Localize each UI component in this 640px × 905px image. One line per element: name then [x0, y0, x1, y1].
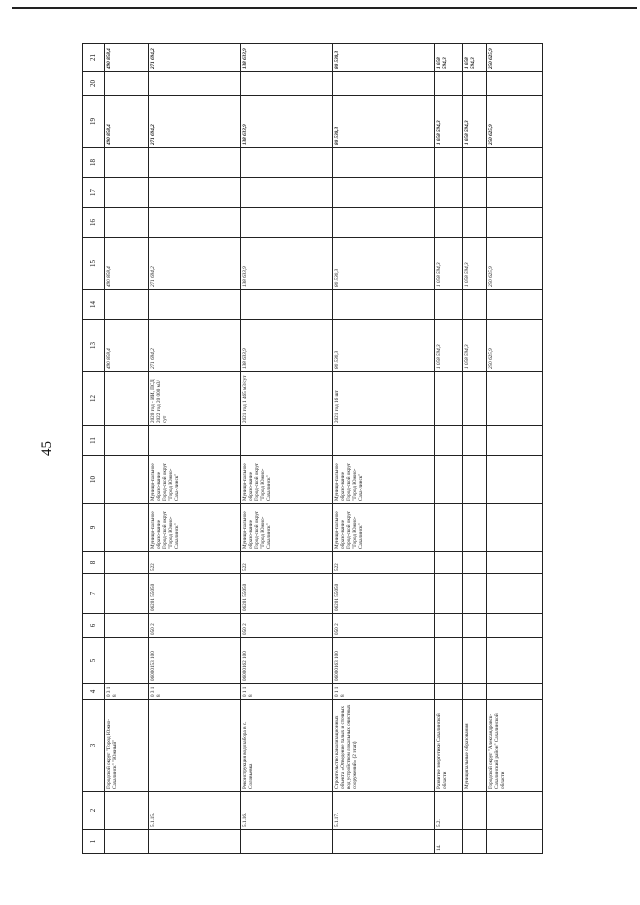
cell-col-19: 250 625,9 [487, 96, 543, 148]
cell-col-19: 80 530,3 [333, 96, 435, 148]
cell-col-18 [105, 148, 149, 178]
cell-col-11 [149, 426, 241, 456]
header-cell: 11 [83, 426, 105, 456]
cell-col-16 [463, 208, 487, 238]
cell-col-15: 271 694,2 [149, 238, 241, 290]
cell-col-19: 490 858,4 [105, 96, 149, 148]
cell-col-11 [435, 426, 463, 456]
table-row [241, 44, 333, 854]
cell-col-4 [435, 684, 463, 700]
header-cell: 4 [83, 684, 105, 700]
cell-col-8 [463, 552, 487, 574]
cell-col-2 [487, 792, 543, 830]
cell-col-13: 1 058 594,3 [435, 320, 463, 372]
top-rule [12, 7, 637, 9]
cell-col-10: Муници-пальное образо-вание Город-ской округ "Город Южно-Саха-линск" [333, 456, 435, 504]
cell-col-8 [435, 552, 463, 574]
cell-col-16 [487, 208, 543, 238]
cell-col-8: 522 [241, 552, 333, 574]
cell-col-19: 1 058 594,3 [435, 96, 463, 148]
cell-col-17 [463, 178, 487, 208]
header-cell: 18 [83, 148, 105, 178]
cell-col-13: 490 858,4 [105, 320, 149, 372]
cell-col-7: 06201 55050 [241, 574, 333, 614]
cell-col-16 [435, 208, 463, 238]
cell-col-17 [487, 178, 543, 208]
cell-col-11 [463, 426, 487, 456]
header-row [83, 44, 105, 854]
cell-col-17 [435, 178, 463, 208]
table-row [105, 44, 149, 854]
cell-col-10: Муници-пальное образо-вание Город-ской округ "Город Южно-Сахалинск" [241, 456, 333, 504]
cell-col-4: 0 3 1 8 [105, 684, 149, 700]
cell-col-10 [487, 456, 543, 504]
cell-col-11 [487, 426, 543, 456]
table-row [435, 44, 463, 854]
cell-col-7 [463, 574, 487, 614]
cell-col-19: 1 058 594,3 [463, 96, 487, 148]
rotated-table-frame [82, 44, 541, 854]
cell-col-20 [105, 72, 149, 96]
rotated-table-wrapper [82, 44, 541, 854]
cell-col-9: Муници-пальное образо-вание Город-ской округ "Город Южно-Сахалинск" [333, 504, 435, 552]
header-cell: 19 [83, 96, 105, 148]
header-cell: 9 [83, 504, 105, 552]
cell-col-21: 1 058 594,3 [463, 44, 487, 72]
cell-col-17 [241, 178, 333, 208]
cell-col-4 [463, 684, 487, 700]
cell-col-6 [487, 614, 543, 638]
cell-col-8 [487, 552, 543, 574]
cell-col-2: 5.1.15. [149, 792, 241, 830]
cell-col-15: 80 530,3 [333, 238, 435, 290]
cell-col-4: 0 1 1 8 [241, 684, 333, 700]
cell-col-3 [149, 700, 241, 792]
header-cell: 3 [83, 700, 105, 792]
cell-col-12: 2021 год 1 465 м3/сут [241, 372, 333, 426]
cell-col-12 [105, 372, 149, 426]
cell-col-2: 5.2. [435, 792, 463, 830]
cell-col-6 [435, 614, 463, 638]
cell-col-13: 80 530,3 [333, 320, 435, 372]
cell-col-6 [105, 614, 149, 638]
cell-col-11 [241, 426, 333, 456]
header-cell: 7 [83, 574, 105, 614]
cell-col-21: 490 858,4 [105, 44, 149, 72]
cell-col-15: 1 058 594,3 [463, 238, 487, 290]
cell-col-14 [333, 290, 435, 320]
cell-col-16 [105, 208, 149, 238]
cell-col-9: Муници-пальное образо-вание Город-ской округ "Город Южно-Сахалинск" [149, 504, 241, 552]
header-cell: 20 [83, 72, 105, 96]
header-cell: 8 [83, 552, 105, 574]
cell-col-3: Развитие энергетики Сахалинской области [435, 700, 463, 792]
cell-col-12: 2020 год - ИИ, ПСД 2022 год 20 000 м3/сут [149, 372, 241, 426]
cell-col-2 [105, 792, 149, 830]
header-cell: 10 [83, 456, 105, 504]
header-cell: 14 [83, 290, 105, 320]
cell-col-7 [435, 574, 463, 614]
cell-col-15: 250 625,9 [487, 238, 543, 290]
cell-col-19: 138 633,9 [241, 96, 333, 148]
cell-col-11 [333, 426, 435, 456]
cell-col-6: 050 2 [333, 614, 435, 638]
table-row [149, 44, 241, 854]
header-cell: 6 [83, 614, 105, 638]
cell-col-4: 0 1 1 8 [333, 684, 435, 700]
cell-col-2 [463, 792, 487, 830]
cell-col-10 [105, 456, 149, 504]
cell-col-18 [149, 148, 241, 178]
cell-col-5 [105, 638, 149, 684]
cell-col-17 [333, 178, 435, 208]
header-cell: 1 [83, 830, 105, 854]
cell-col-15: 490 858,4 [105, 238, 149, 290]
table-row [487, 44, 543, 854]
header-cell: 2 [83, 792, 105, 830]
cell-col-21: 271 694,2 [149, 44, 241, 72]
cell-col-16 [149, 208, 241, 238]
cell-col-9 [435, 504, 463, 552]
cell-col-1 [105, 830, 149, 854]
cell-col-3: Строительство канализационных объекта «Отведение талых и сточных вод устройством локальных очистных сооружений» (2 этап) [333, 700, 435, 792]
cell-col-18 [487, 148, 543, 178]
cell-col-16 [241, 208, 333, 238]
cell-col-3: Муниципальные образования [463, 700, 487, 792]
cell-col-20 [463, 72, 487, 96]
cell-col-20 [333, 72, 435, 96]
cell-col-7 [487, 574, 543, 614]
cell-col-12 [435, 372, 463, 426]
table-row [333, 44, 435, 854]
cell-col-1 [487, 830, 543, 854]
cell-col-4: 0 3 1 8 [149, 684, 241, 700]
cell-col-15: 1 058 594,3 [435, 238, 463, 290]
cell-col-5: 06000162 100 [241, 638, 333, 684]
header-cell: 16 [83, 208, 105, 238]
cell-col-21: 138 633,9 [241, 44, 333, 72]
cell-col-9: Муници-пальное образо-вание Город-ской округ "Город Южно-Сахалинск" [241, 504, 333, 552]
cell-col-20 [487, 72, 543, 96]
cell-col-10 [463, 456, 487, 504]
cell-col-7 [105, 574, 149, 614]
header-cell: 15 [83, 238, 105, 290]
cell-col-12 [487, 372, 543, 426]
cell-col-14 [105, 290, 149, 320]
cell-col-3: Городской округ "Александровск-Сахалинский район" Сахалинской области [487, 700, 543, 792]
cell-col-14 [149, 290, 241, 320]
cell-col-5 [487, 638, 543, 684]
cell-col-11 [105, 426, 149, 456]
cell-col-9 [105, 504, 149, 552]
cell-col-13: 250 625,9 [487, 320, 543, 372]
cell-col-6: 050 2 [241, 614, 333, 638]
cell-col-13: 271 694,2 [149, 320, 241, 372]
cell-col-1: 14. [435, 830, 463, 854]
cell-col-14 [241, 290, 333, 320]
cell-col-4 [487, 684, 543, 700]
cell-col-21: 250 625,9 [487, 44, 543, 72]
cell-col-3: Реконструкция водозабора в с. Соловьевка [241, 700, 333, 792]
cell-col-20 [149, 72, 241, 96]
cell-col-12 [463, 372, 487, 426]
page-number: 45 [39, 441, 55, 456]
header-cell: 21 [83, 44, 105, 72]
cell-col-14 [463, 290, 487, 320]
cell-col-14 [435, 290, 463, 320]
cell-col-2: 5.1.16. [241, 792, 333, 830]
cell-col-8: 522 [149, 552, 241, 574]
cell-col-6: 050 2 [149, 614, 241, 638]
cell-col-1 [149, 830, 241, 854]
cell-col-8: 522 [333, 552, 435, 574]
cell-col-12: 2021 год 16 шт [333, 372, 435, 426]
cell-col-20 [241, 72, 333, 96]
cell-col-17 [149, 178, 241, 208]
cell-col-18 [463, 148, 487, 178]
table-row [463, 44, 487, 854]
cell-col-20 [435, 72, 463, 96]
cell-col-1 [333, 830, 435, 854]
cell-col-5: 06000153 100 [149, 638, 241, 684]
cell-col-8 [105, 552, 149, 574]
cell-col-5: 06000163 100 [333, 638, 435, 684]
cell-col-1 [463, 830, 487, 854]
cell-col-18 [241, 148, 333, 178]
cell-col-21: 1 058 594,3 [435, 44, 463, 72]
cell-col-13: 138 633,9 [241, 320, 333, 372]
cell-col-18 [435, 148, 463, 178]
cell-col-9 [463, 504, 487, 552]
cell-col-2: 5.1.17. [333, 792, 435, 830]
cell-col-6 [463, 614, 487, 638]
cell-col-7: 06201 55050 [149, 574, 241, 614]
cell-col-16 [333, 208, 435, 238]
budget-table [82, 43, 543, 854]
cell-col-19: 271 694,2 [149, 96, 241, 148]
cell-col-18 [333, 148, 435, 178]
cell-col-7: 06201 55050 [333, 574, 435, 614]
cell-col-5 [463, 638, 487, 684]
header-cell: 13 [83, 320, 105, 372]
cell-col-15: 138 633,9 [241, 238, 333, 290]
cell-col-10 [435, 456, 463, 504]
header-cell: 5 [83, 638, 105, 684]
cell-col-9 [487, 504, 543, 552]
header-cell: 17 [83, 178, 105, 208]
cell-col-14 [487, 290, 543, 320]
header-cell: 12 [83, 372, 105, 426]
cell-col-13: 1 058 594,3 [463, 320, 487, 372]
cell-col-10: Муници-пальное образо-вание Город-ской округ "Город Южно-Саха-линск" [149, 456, 241, 504]
cell-col-1 [241, 830, 333, 854]
cell-col-17 [105, 178, 149, 208]
cell-col-5 [435, 638, 463, 684]
cell-col-21: 80 530,3 [333, 44, 435, 72]
cell-col-3: Городской округ "Город Южно-Сахалинск" "Южный" [105, 700, 149, 792]
